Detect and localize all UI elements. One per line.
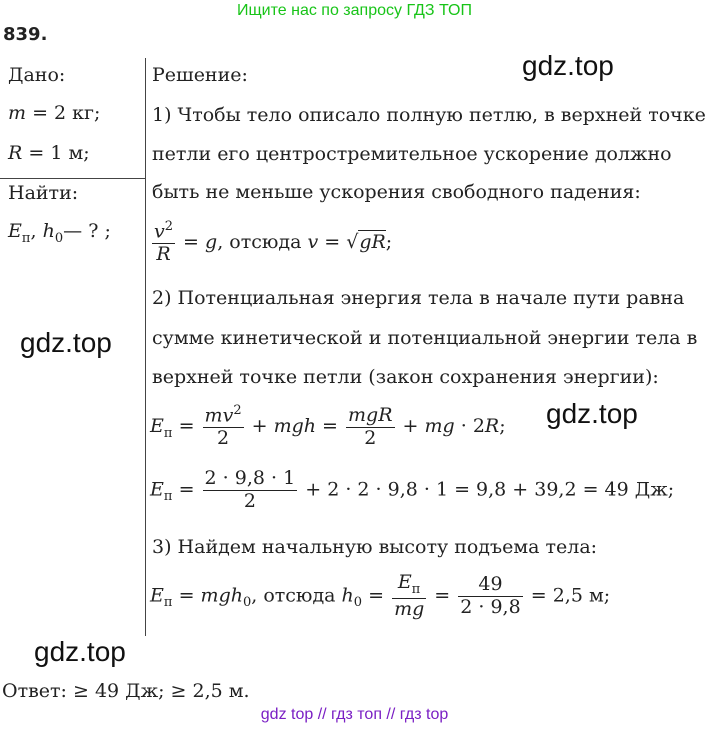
find-title: Найти: xyxy=(8,182,79,204)
solution-text: быть не меньше ускорения свободного падения: xyxy=(152,181,641,203)
find-rest: — ? ; xyxy=(63,220,111,242)
solution-text: сумме кинетической и потенциальной энергии тела в xyxy=(152,327,698,349)
equation-height: $E_п = mgh_0$, отсюда $h_0$ = $\frac{E_п}{mg}$ = $\frac{49}{2 \cdot 9,8}$ = 2,5 м; xyxy=(150,571,611,620)
equation-acceleration: $\frac{v^2}{R}$ = g, отсюда v = √gR; xyxy=(154,219,393,266)
watermark: gdz.top xyxy=(34,636,126,667)
solution-text: 3) Найдем начальную высоту подъема тела: xyxy=(152,536,598,558)
given-mass-value: = 2 кг; xyxy=(32,102,101,124)
equation-connector: , отсюда xyxy=(217,231,302,254)
site-header: Ищите нас по запросу ГДЗ ТОП xyxy=(237,2,472,19)
watermark: gdz.top xyxy=(522,50,614,81)
problem-number: 839. xyxy=(3,24,48,45)
equation-energy-value: $E_п$ = $\frac{2 \cdot 9,8 \cdot 1}{2}$ + 2 · 2 · 9,8 · 1 = 9,8 + 39,2 = 49 Дж; xyxy=(150,467,675,512)
equation-energy-conservation: $E_п$ = $\frac{mv^2}{2}$ + mgh = $\frac{\text{mgR}}{2}$ + mg · 2R; xyxy=(150,403,506,450)
given-radius-value: = 1 м; xyxy=(28,142,90,164)
given-mass: m = 2 кг; xyxy=(8,102,101,124)
given-title: Дано: xyxy=(8,64,66,86)
equation-numerator: 2 · 9,8 · 1 xyxy=(204,467,296,489)
equation-denominator: 2 · 9,8 xyxy=(460,595,521,618)
watermark: gdz.top xyxy=(546,398,638,429)
equation-tail: = 2,5 м; xyxy=(530,584,611,607)
solution-text: верхней точке петли (закон сохранения энергии): xyxy=(152,366,659,388)
given-radius: R = 1 м; xyxy=(8,142,90,164)
equation-tail: + 2 · 2 · 9,8 · 1 = 9,8 + 39,2 = 49 Дж; xyxy=(305,478,675,501)
find-items: $E_п$, $h_0—$ ? ; xyxy=(8,220,111,246)
divider-horizontal xyxy=(0,178,145,179)
watermark: gdz.top xyxy=(20,327,112,358)
divider-vertical xyxy=(145,58,146,636)
equation-numerator: 49 xyxy=(478,572,503,595)
site-footer: gdz top // гдз топ // гдз top xyxy=(260,706,449,723)
equation-connector: , отсюда xyxy=(251,584,336,607)
solution-title: Решение: xyxy=(152,64,248,86)
solution-text: петли его центростремительное ускорение должно xyxy=(152,143,672,165)
solution-text: 1) Чтобы тело описало полную петлю, в верхней точке xyxy=(152,104,706,126)
solution-text: 2) Потенциальная энергия тела в начале пути равна xyxy=(152,287,685,309)
answer: Ответ: ≥ 49 Дж; ≥ 2,5 м. xyxy=(2,680,250,702)
